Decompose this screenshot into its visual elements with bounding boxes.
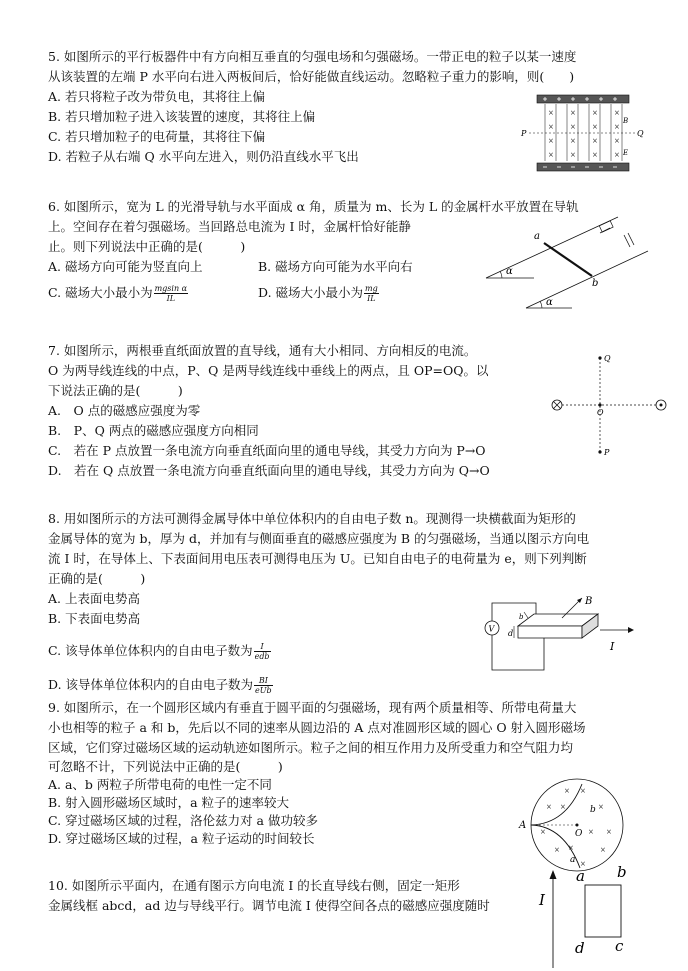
q6-option-d-numerator: mg: [365, 284, 378, 293]
q5-stem-line1: 5. 如图所示的平行板器件中有方向相互垂直的匀强电场和匀强磁场。一带正电的粒子以某一速度: [48, 49, 577, 64]
q9-stem-line2: 小也相等的粒子 a 和 b，先后以不同的速率从圆边沿的 A 点对准圆形区域的圆心 O 射入圆形磁场: [48, 720, 586, 735]
q5-label-b: B: [623, 117, 629, 125]
q9-option-c[interactable]: C. 穿过磁场区域的过程，洛伦兹力对 a 做功较多: [48, 813, 318, 828]
q7-option-b[interactable]: B. P、Q 两点的磁感应强度方向相同: [48, 423, 259, 438]
svg-text:×: ×: [600, 846, 606, 854]
q6-option-d-denominator: IL: [367, 294, 376, 303]
q8-option-d[interactable]: [48, 675, 678, 695]
q6-label-alpha-1: α: [506, 266, 513, 277]
q7-option-a[interactable]: A. O 点的磁感应强度为零: [48, 403, 201, 418]
q5-option-b[interactable]: B. 若只增加粒子进入该装置的速度，其将往上偏: [48, 109, 316, 124]
svg-text:×: ×: [568, 844, 574, 852]
q6-option-b[interactable]: B. 磁场方向可能为水平向右: [258, 259, 413, 274]
q10-figure-wire-and-loop: [535, 860, 635, 970]
q7-label-q: Q: [604, 354, 611, 363]
q9-stem-line1: 9. 如图所示，在一个圆形区域内有垂直于圆平面的匀强磁场，现有两个质量相等、所带电荷量大: [48, 700, 577, 715]
q8-stem-line2: 金属导体的宽为 b，厚为 d，并加有与侧面垂直的磁感应强度为 B 的匀强磁场，当通以图示方向电: [48, 531, 590, 546]
q9-stem-line3: 区域，它们穿过磁场区域的运动轨迹如图所示。粒子之间的相互作用力及所受重力和空气阻力均: [48, 740, 574, 755]
svg-text:×: ×: [588, 828, 594, 836]
q6-option-d[interactable]: [258, 283, 380, 303]
svg-text:×: ×: [548, 123, 554, 131]
q9-label-o: O: [575, 829, 583, 839]
q8-voltmeter-label: V: [488, 624, 495, 634]
q6-stem-line3: 止。则下列说法中正确的是( ): [48, 239, 246, 254]
q8-option-c-text: C. 该导体单位体积内的自由电子数为: [48, 643, 253, 658]
q5-label-q: Q: [637, 129, 644, 138]
q7-stem-line3: 下说法正确的是( ): [48, 383, 183, 398]
q8-label-b-field: B: [585, 596, 593, 607]
q5-stem-line2: 从该装置的左端 P 水平向右进入两板间后，恰好能做直线运动。忽略粒子重力的影响，则( ): [48, 69, 575, 84]
q8-option-d-numerator: BI: [254, 676, 273, 686]
svg-text:×: ×: [598, 803, 604, 811]
q9-option-a[interactable]: A. a、b 两粒子所带电荷的电性一定不同: [48, 777, 272, 792]
q8-label-current: I: [610, 640, 615, 653]
q7-stem-line2: O 为两导线连线的中点，P、Q 是两导线连线中垂线上的两点，且 OP=OQ。以: [48, 363, 489, 378]
q8-option-c-fraction: [254, 642, 271, 661]
svg-text:×: ×: [546, 803, 552, 811]
q10-stem-line2: 金属线框 abcd，ad 边与导线平行。调节电流 I 使得空间各点的磁感应强度随时: [48, 898, 490, 913]
q5-label-e: E: [623, 149, 629, 157]
q6-option-c-denominator: IL: [166, 294, 176, 303]
q8-option-b[interactable]: B. 下表面电势高: [48, 611, 141, 626]
q9-label-particle-a: a: [570, 855, 576, 865]
q10-label-d: d: [575, 939, 585, 957]
svg-text:×: ×: [548, 109, 554, 117]
q6-option-c-fraction: [154, 284, 188, 303]
svg-text:×: ×: [570, 109, 576, 117]
svg-text:×: ×: [592, 137, 598, 145]
q8-stem-line1: 8. 用如图所示的方法可测得金属导体中单位体积内的自由电子数 n。现测得一块横截面为矩形的: [48, 511, 576, 526]
q10-label-a: a: [576, 867, 585, 885]
q6-option-c[interactable]: [48, 283, 258, 303]
svg-text:×: ×: [548, 151, 554, 159]
q9-label-particle-b: b: [590, 805, 596, 815]
q6-stem-line2: 上。空间存在着匀强磁场。当回路总电流为 I 时，金属杆恰好能静: [48, 219, 411, 234]
q7-option-c[interactable]: C. 若在 P 点放置一条电流方向垂直纸面向里的通电导线，其受力方向为 P→O: [48, 443, 486, 458]
q5-label-p: P: [521, 129, 527, 138]
q6-label-b: b: [592, 278, 599, 289]
q6-option-c-numerator: mgsin α: [154, 284, 188, 293]
q7-stem-line1: 7. 如图所示，两根垂直纸面放置的直导线，通有大小相同、方向相反的电流。: [48, 343, 477, 358]
svg-text:×: ×: [580, 787, 586, 795]
svg-text:×: ×: [570, 151, 576, 159]
q5-option-a[interactable]: A. 若只将粒子改为带负电，其将往上偏: [48, 89, 265, 104]
svg-text:×: ×: [614, 151, 620, 159]
q5-option-c[interactable]: C. 若只增加粒子的电荷量，其将往下偏: [48, 129, 266, 144]
q8-option-d-text: D. 该导体单位体积内的自由电子数为: [48, 677, 254, 692]
svg-text:×: ×: [614, 137, 620, 145]
q6-label-a: a: [534, 231, 540, 242]
q7-figure-two-wires: [548, 348, 678, 458]
q8-label-thickness-d: d: [508, 629, 514, 638]
q10-label-b: b: [617, 863, 627, 881]
q9-stem-line4: 可忽略不计，下列说法中正确的是( ): [48, 759, 283, 774]
q9-option-d[interactable]: D. 穿过磁场区域的过程，a 粒子运动的时间较长: [48, 831, 315, 846]
q8-figure-hall-effect: [484, 588, 654, 673]
svg-text:×: ×: [614, 123, 620, 131]
q5-figure-parallel-plates: [515, 93, 645, 173]
svg-text:×: ×: [570, 123, 576, 131]
q8-option-d-fraction: [254, 676, 273, 695]
svg-text:×: ×: [540, 828, 546, 836]
q8-option-c-numerator: I: [254, 642, 271, 652]
q8-option-d-denominator: eUb: [255, 686, 272, 695]
q8-stem-line3: 流 I 时，在导体上、下表面间用电压表可测得电压为 U。已知自由电子的电荷量为 e，则下列判断: [48, 551, 587, 566]
svg-text:×: ×: [592, 109, 598, 117]
svg-text:×: ×: [606, 828, 612, 836]
q8-label-width-b: b: [519, 613, 524, 621]
q6-option-a[interactable]: A. 磁场方向可能为竖直向上: [48, 259, 203, 274]
q10-label-c: c: [615, 937, 624, 955]
q9-label-a-point: A: [519, 820, 527, 831]
q10-label-current: I: [539, 891, 545, 909]
q9-option-b[interactable]: B. 射入圆形磁场区域时，a 粒子的速率较大: [48, 795, 290, 810]
svg-text:×: ×: [554, 846, 560, 854]
q6-figure-inclined-rails: [480, 213, 655, 313]
q6-stem-line1: 6. 如图所示，宽为 L 的光滑导轨与水平面成 α 角，质量为 m、长为 L 的金属杆水平放置在导轨: [48, 199, 579, 214]
q6-option-d-text: D. 磁场大小最小为: [258, 285, 364, 300]
svg-text:×: ×: [560, 803, 566, 811]
q6-option-c-text: C. 磁场大小最小为: [48, 285, 153, 300]
svg-text:×: ×: [580, 860, 586, 868]
svg-text:×: ×: [614, 109, 620, 117]
q8-stem-line4: 正确的是( ): [48, 571, 146, 586]
svg-text:×: ×: [592, 123, 598, 131]
svg-text:×: ×: [564, 787, 570, 795]
q8-option-a[interactable]: A. 上表面电势高: [48, 591, 140, 606]
q7-label-p: P: [604, 448, 610, 457]
q10-stem-line1: 10. 如图所示平面内，在通有图示方向电流 I 的长直导线右侧，固定一矩形: [48, 878, 460, 893]
q5-option-d[interactable]: D. 若粒子从右端 Q 水平向左进入，则仍沿直线水平飞出: [48, 149, 359, 164]
q8-option-c-denominator: edb: [254, 652, 270, 661]
svg-text:×: ×: [592, 151, 598, 159]
q6-label-alpha-2: α: [546, 297, 553, 308]
q7-label-o: O: [597, 408, 604, 417]
svg-text:×: ×: [570, 137, 576, 145]
q6-option-d-fraction: [364, 284, 379, 303]
q7-option-d[interactable]: D. 若在 Q 点放置一条电流方向垂直纸面向里的通电导线，其受力方向为 Q→O: [48, 463, 490, 478]
svg-text:×: ×: [548, 137, 554, 145]
